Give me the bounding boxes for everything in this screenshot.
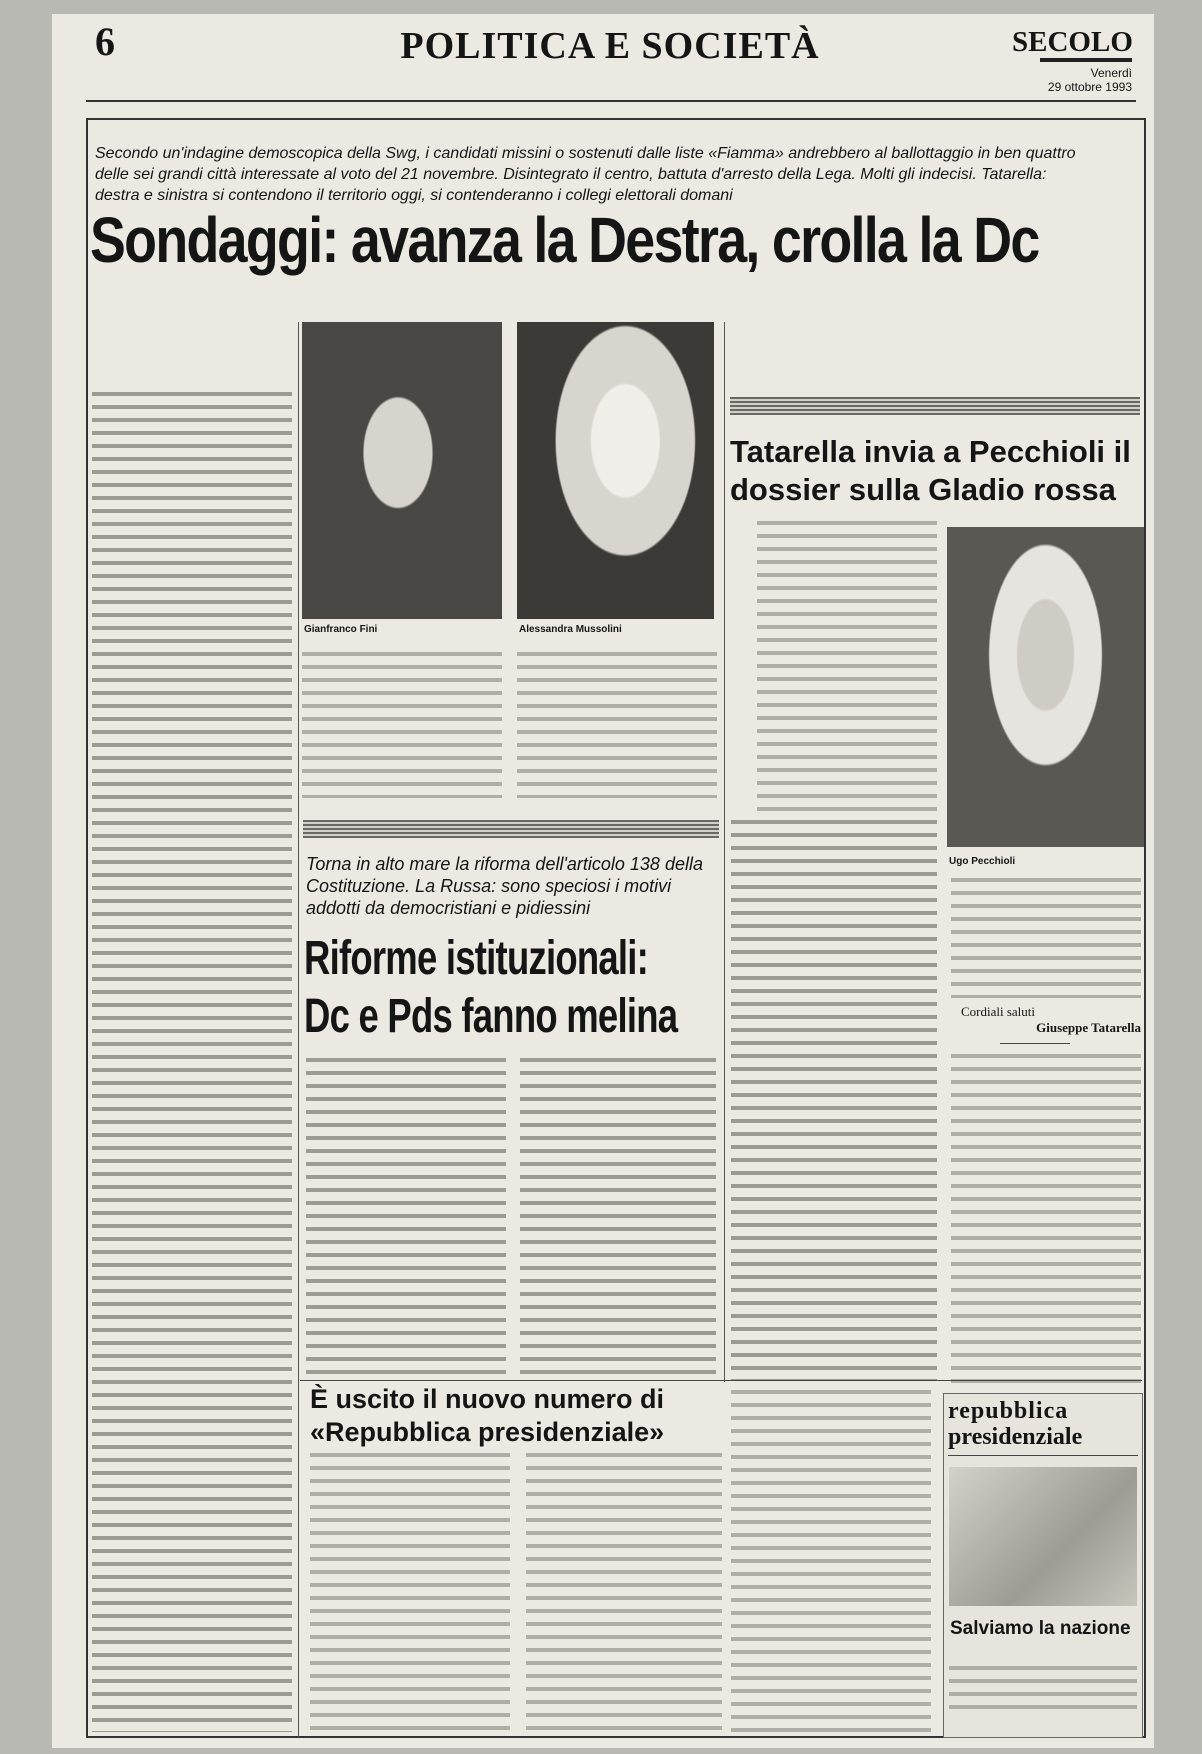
section-divider [300, 1380, 1142, 1381]
photo-caption: Alessandra Mussolini [519, 624, 622, 635]
promo-footer-text [949, 1666, 1137, 1712]
issue-weekday: Venerdì [1090, 66, 1132, 80]
issue-date: 29 ottobre 1993 [1047, 80, 1132, 94]
photo-ugo-pecchioli [947, 527, 1144, 847]
column-divider [724, 322, 725, 1382]
riforme-kicker: Torna in alto mare la riforma dell'articolo 138 della Costituzione. La Russa: sono speciosi i motivi addotti da democristiani e pidiessini [306, 854, 703, 918]
lead-headline: Sondaggi: avanza la Destra, crolla la Dc [90, 204, 1039, 276]
newspaper-name: SECOLO [1012, 26, 1133, 58]
section-title: POLITICA E SOCIETÀ [400, 25, 820, 67]
riforme-headline: Riforme istituzionali: Dc e Pds fanno melina [304, 932, 678, 1043]
riforme-body-column-2 [520, 1058, 716, 1376]
photo-caption: Gianfranco Fini [304, 624, 378, 635]
repubblica-headline: È uscito il nuovo numero di «Repubblica presidenziale» [310, 1384, 665, 1447]
column-divider [298, 322, 299, 1737]
gladio-letter-column-1 [731, 820, 937, 1380]
repubblica-body-column-3 [731, 1390, 931, 1735]
separator-rule [1000, 1043, 1070, 1044]
page-number: 6 [95, 19, 115, 64]
gladio-headline: Tatarella invia a Pecchioli il dossier sulla Gladio rossa [730, 434, 1131, 507]
repubblica-body-column-1 [310, 1453, 510, 1735]
header-rule [86, 100, 1136, 102]
riforme-body-column-1 [306, 1058, 506, 1376]
gladio-intro-column [757, 521, 937, 815]
section-band [730, 397, 1140, 415]
gladio-letter-column-2 [951, 878, 1141, 998]
lead-body-column-3 [517, 652, 717, 798]
promo-rule [948, 1455, 1138, 1456]
letter-greeting: Cordiali saluti [961, 1004, 1036, 1019]
gladio-comment-column [951, 1054, 1141, 1388]
photo-caption: Ugo Pecchioli [949, 856, 1016, 867]
photo-alessandra-mussolini [517, 322, 714, 619]
promo-slogan: Salviamo la nazione [950, 1618, 1131, 1639]
lead-body-column-2 [302, 652, 502, 798]
promo-title: presidenziale [948, 1424, 1083, 1450]
promo-title: repubblica [948, 1398, 1069, 1424]
promo-illustration [949, 1467, 1137, 1606]
repubblica-body-column-2 [526, 1453, 722, 1735]
lead-body-column-1 [92, 392, 292, 1732]
photo-gianfranco-fini [302, 322, 502, 619]
masthead-underline [1040, 58, 1132, 62]
section-band [303, 820, 719, 838]
lead-summary: Secondo un'indagine demoscopica della Swg, i candidati missini o sostenuti dalle liste «Fiamma» andrebbero al ballottaggio in ben quattro delle sei grandi città interessate al voto del 21 novembre. Disintegrato il centro, battuta d'arresto della Lega. Molti gli indecisi. Tatarella: destra e sinistra si contendono il territorio oggi, si contenderanno i collegi elettorali domani [95, 145, 1076, 204]
letter-signature: Giuseppe Tatarella [1036, 1020, 1141, 1035]
